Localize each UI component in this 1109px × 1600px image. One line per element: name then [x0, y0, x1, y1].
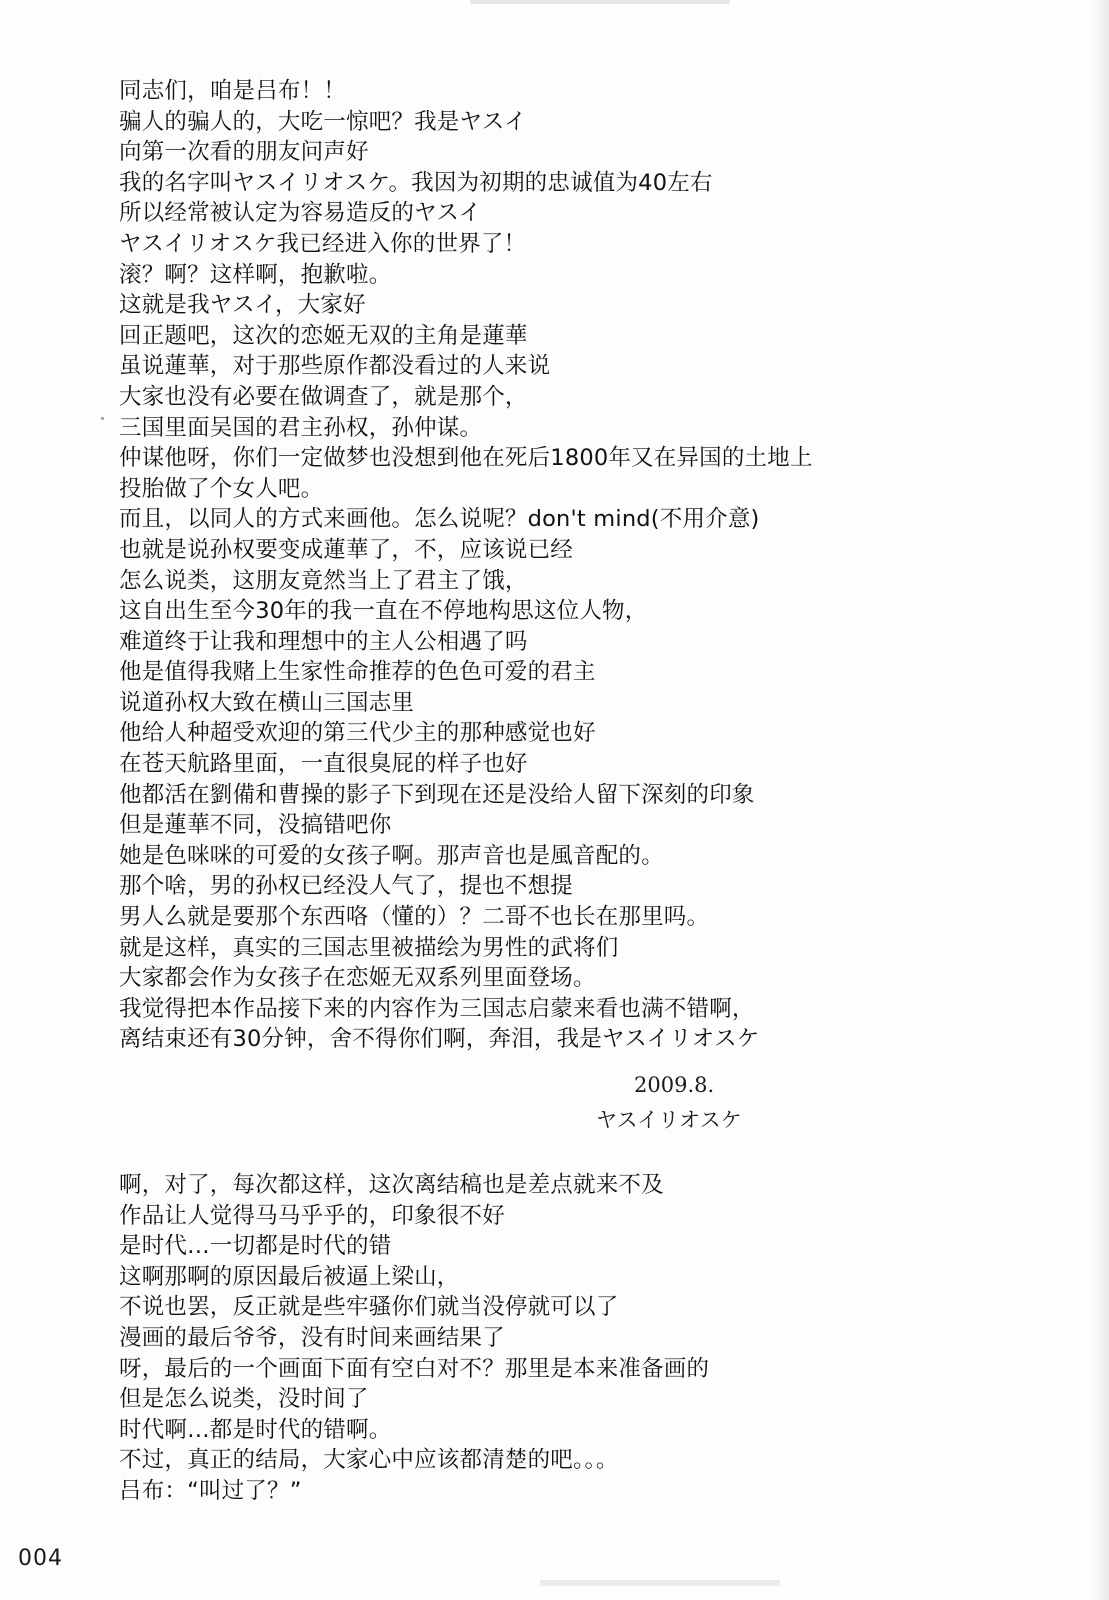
page-number: 004 [18, 1546, 63, 1571]
text-line: 在苍天航路里面，一直很臭屁的样子也好 [119, 751, 528, 778]
scan-smudge-top [470, 0, 730, 4]
text-line: 大家也没有必要在做调查了，就是那个， [119, 383, 528, 410]
postscript-line: 是时代…一切都是时代的错 [119, 1233, 392, 1260]
afterword-main-text [119, 76, 813, 1055]
postscript-line: 但是怎么说类，没时间了 [119, 1386, 369, 1413]
stray-mark [101, 417, 104, 420]
text-line: 他给人种超受欢迎的第三代少主的那种感觉也好 [119, 720, 596, 747]
text-line: 难道终于让我和理想中的主人公相遇了吗 [119, 628, 528, 655]
text-line: 骗人的骗人的，大吃一惊吧？我是ヤスイ [119, 108, 527, 135]
text-line: 而且，以同人的方式来画他。怎么说呢？don't mind(不用介意) [119, 506, 760, 533]
page-edge-shadow [1091, 0, 1109, 1600]
scan-smudge-bottom [540, 1580, 780, 1586]
text-line: 她是色咪咪的可爱的女孩子啊。那声音也是風音配的。 [119, 842, 664, 869]
text-line: 投胎做了个女人吧。 [119, 475, 324, 502]
postscript-text [119, 1170, 709, 1507]
text-line: 我的名字叫ヤスイリオスケ。我因为初期的忠诚值为40左右 [119, 169, 713, 196]
text-line: 大家都会作为女孩子在恋姬无双系列里面登场。 [119, 965, 596, 992]
text-line: 这自出生至今30年的我一直在不停地构思这位人物， [119, 598, 648, 625]
text-line: 他是值得我赌上生家性命推荐的色色可爱的君主 [119, 659, 596, 686]
text-line: 离结束还有30分钟，舍不得你们啊，奔泪，我是ヤスイリオスケ [119, 1026, 760, 1053]
text-line: 但是蓮華不同，没搞错吧你 [119, 812, 392, 839]
text-line: 就是这样，真实的三国志里被描绘为男性的武将们 [119, 934, 619, 961]
text-line: 虽说蓮華，对于那些原作都没看过的人来说 [119, 353, 551, 380]
text-line: 仲谋他呀，你们一定做梦也没想到他在死后1800年又在异国的土地上 [119, 445, 813, 472]
postscript-line: 时代啊…都是时代的错啊。 [119, 1416, 392, 1443]
postscript-line: 作品让人觉得马马乎乎的，印象很不好 [119, 1202, 505, 1229]
postscript-line: 漫画的最后爷爷，没有时间来画结果了 [119, 1324, 505, 1351]
text-line: 我觉得把本作品接下来的内容作为三国志启蒙来看也满不错啊， [119, 995, 755, 1022]
text-line: ヤスイリオスケ我已经进入你的世界了！ [119, 230, 527, 257]
signature-name: ヤスイリオスケ [596, 1108, 742, 1132]
postscript-line: 呀，最后的一个画面下面有空白对不？那里是本来准备画的 [119, 1355, 710, 1382]
text-line: 滚？啊？这样啊，抱歉啦。 [119, 261, 392, 288]
postscript-line: 这啊那啊的原因最后被逼上梁山， [119, 1263, 460, 1290]
text-line: 男人么就是要那个东西咯（懂的）？二哥不也长在那里吗。 [119, 904, 710, 931]
text-line: 怎么说类，这朋友竟然当上了君主了饿， [119, 567, 528, 594]
text-line: 他都活在劉備和曹操的影子下到现在还是没给人留下深刻的印象 [119, 781, 755, 808]
text-line: 也就是说孙权要变成蓮華了，不，应该说已经 [119, 536, 574, 563]
text-line: 三国里面吴国的君主孙权，孙仲谋。 [119, 414, 483, 441]
text-line: 说道孙权大致在横山三国志里 [119, 689, 415, 716]
postscript-line: 不过，真正的结局，大家心中应该都清楚的吧。。。 [119, 1447, 619, 1474]
postscript-line: 啊，对了，每次都这样，这次离结稿也是差点就来不及 [119, 1172, 664, 1198]
signature-date: 2009.8. [634, 1073, 715, 1097]
postscript-line: 不说也罢，反正就是些牢骚你们就当没停就可以了 [119, 1294, 619, 1321]
text-line: 同志们，咱是吕布！！ [119, 78, 347, 104]
text-line: 回正题吧，这次的恋姬无双的主角是蓮華 [119, 322, 528, 349]
text-line: 所以经常被认定为容易造反的ヤスイ [119, 200, 482, 227]
text-line: 这就是我ヤスイ，大家好 [119, 292, 366, 319]
text-line: 那个啥，男的孙权已经没人气了，提也不想提 [119, 873, 574, 900]
text-line: 向第一次看的朋友问声好 [119, 139, 369, 166]
postscript-line: 吕布：“叫过了？” [119, 1477, 302, 1504]
